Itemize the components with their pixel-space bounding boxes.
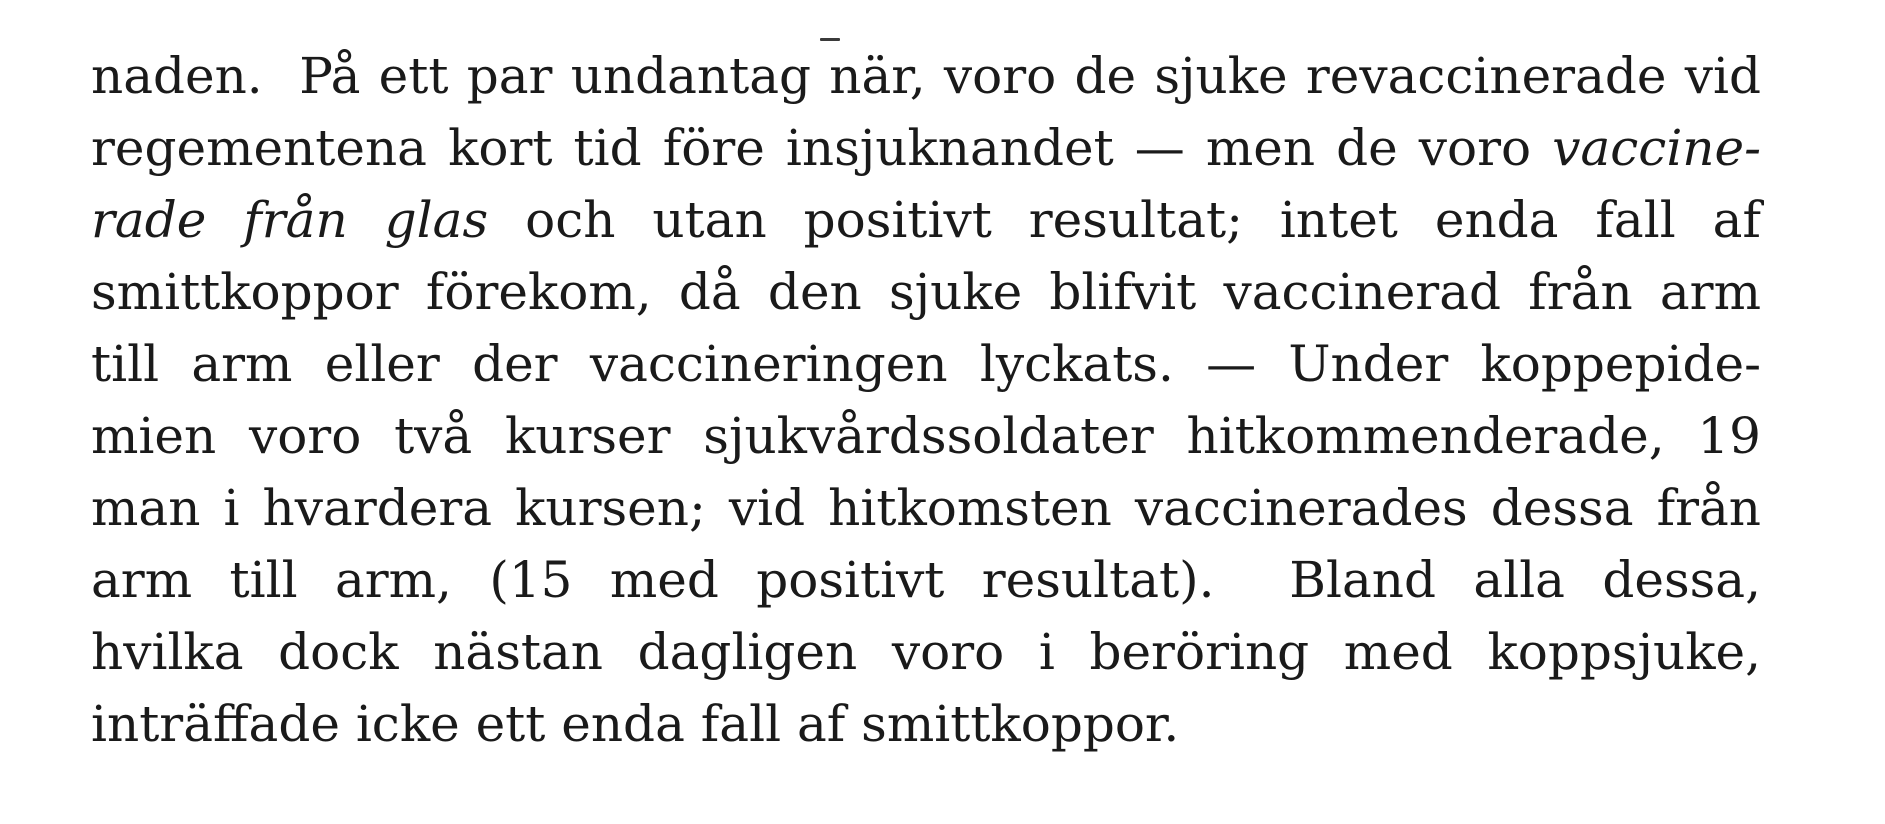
text-line-2: [91, 112, 1761, 184]
italic-segment: rade från glas: [91, 191, 489, 249]
text-segment: och utan positivt resultat; intet enda fall af: [488, 191, 1761, 249]
text-segment: regementena kort tid före insjuknandet — men de voro: [91, 119, 1553, 177]
text-segment: till arm eller der vaccineringen lyckats. — Under koppepide-: [91, 335, 1761, 393]
text-segment: arm till arm, (15 med positivt resultat). Bland alla dessa,: [91, 551, 1761, 609]
text-line-3: [91, 184, 1761, 256]
paragraph: [91, 40, 1761, 760]
text-line-5: [91, 328, 1761, 400]
text-line-1: [91, 40, 1761, 112]
text-segment: man i hvardera kursen; vid hitkomsten vaccinerades dessa från: [91, 479, 1761, 537]
text-line-8: [91, 544, 1761, 616]
text-segment: mien voro två kurser sjukvårdssoldater hitkommenderade, 19: [91, 407, 1761, 465]
text-segment: smittkoppor förekom, då den sjuke blifvit vaccinerad från arm: [91, 263, 1761, 321]
text-segment: inträffade icke ett enda fall af smittkoppor.: [91, 695, 1180, 753]
text-line-7: [91, 472, 1761, 544]
text-line-9: [91, 616, 1761, 688]
text-line-6: [91, 400, 1761, 472]
italic-segment: vaccine-: [1552, 119, 1761, 177]
text-segment: hvilka dock nästan dagligen voro i beröring med koppsjuke,: [91, 623, 1761, 681]
text-line-10: [91, 688, 1761, 760]
text-line-4: [91, 256, 1761, 328]
text-segment: naden. På ett par undantag när, voro de sjuke revaccinerade vid: [91, 47, 1761, 105]
